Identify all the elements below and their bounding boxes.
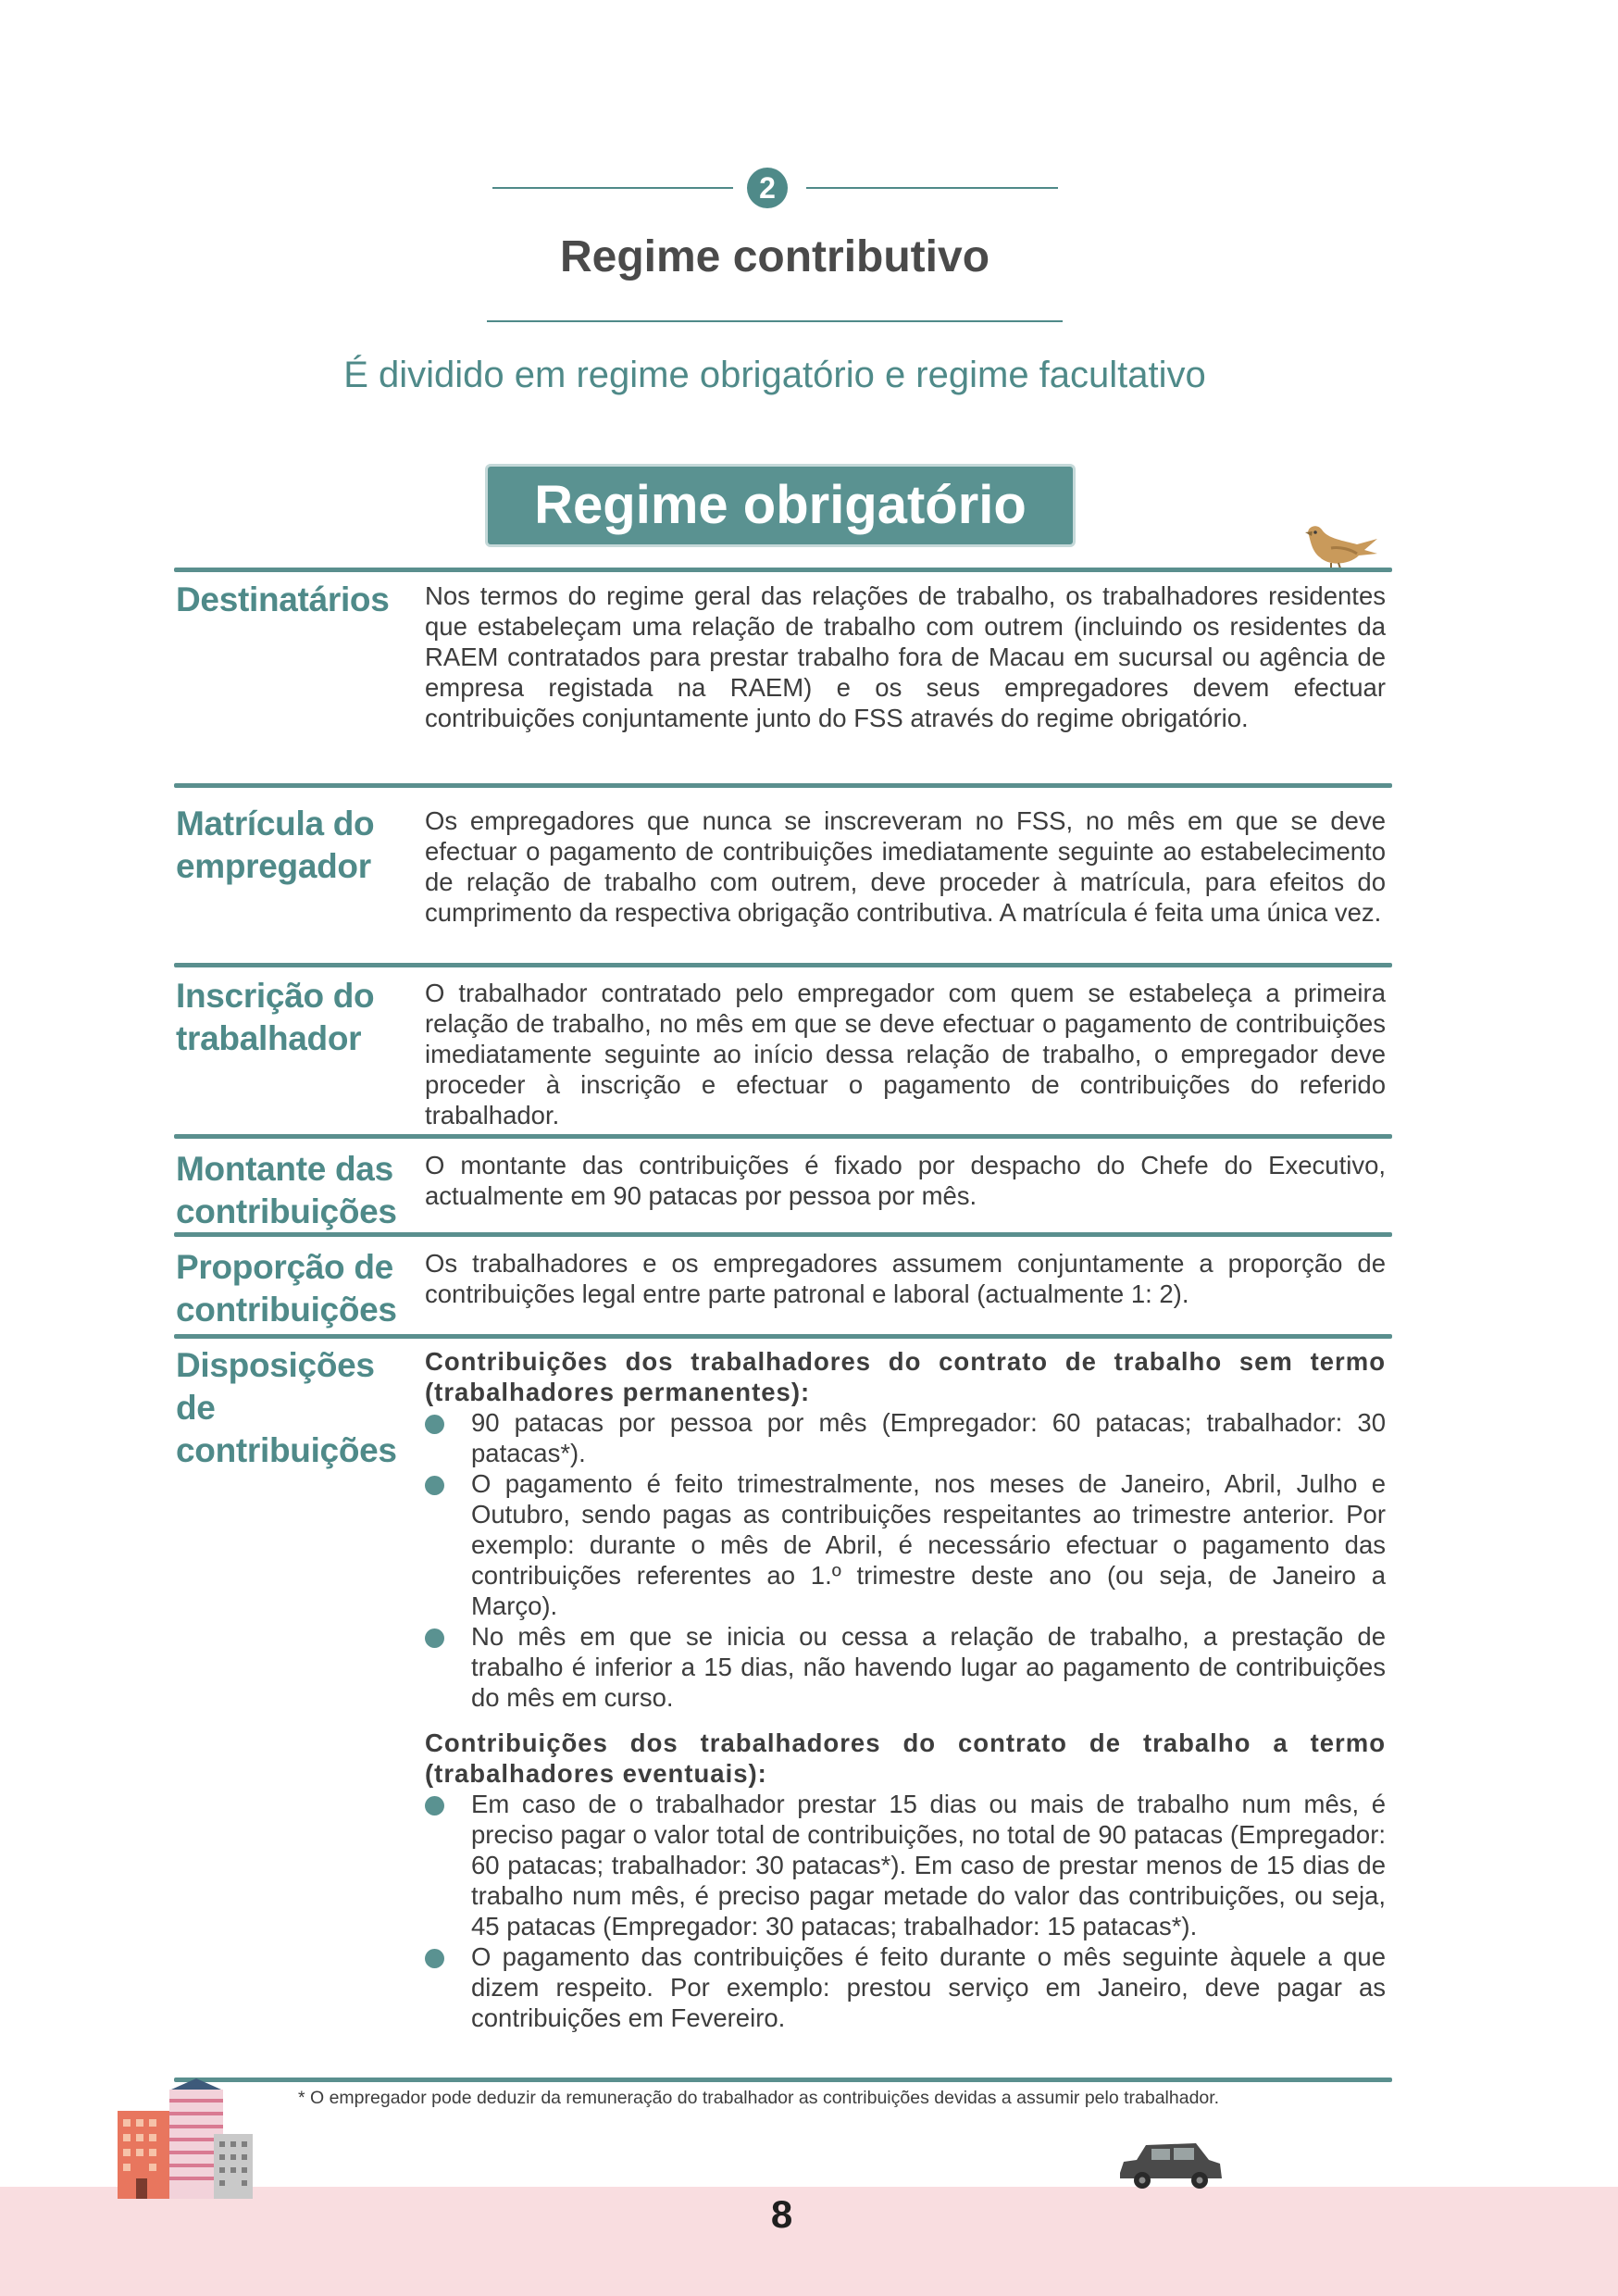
row-divider: [174, 1334, 1392, 1339]
section-number-badge: 2: [747, 168, 788, 208]
list-item: O pagamento das contribuições é feito durante o mês seguinte àquele a que dizem respeito. Por exemplo: prestou serviço em Janeiro, deve pagar as contribuições em Fevereiro.: [425, 1941, 1386, 2033]
row-body-destinatarios: Nos termos do regime geral das relações de trabalho, os trabalhadores residentes que estabeleçam uma relação de trabalho com outrem (incluindo os residentes da RAEM contratados para prestar trabalho fora de Macau em sucursal ou agência de empresa registada na RAEM) e os seus empregadores devem efectuar contribuições conjuntamente junto do FSS através do regime obrigatório.: [425, 581, 1386, 732]
row-divider: [174, 963, 1392, 967]
header-rule-left: [492, 187, 733, 189]
page-number: 8: [770, 2192, 793, 2236]
section-subtitle: É dividido em regime obrigatório e regime facultativo: [343, 355, 1206, 395]
car-icon: [1116, 2138, 1226, 2191]
row-divider-bottom: [174, 2078, 1392, 2082]
regime-banner: Regime obrigatório: [488, 467, 1073, 544]
permanent-workers-heading: Contribuições dos trabalhadores do contrato de trabalho sem termo (trabalhadores permanentes):: [425, 1347, 1386, 1406]
row-body-matricula: Os empregadores que nunca se inscreveram no FSS, no mês em que se deve efectuar o pagamento de contribuições imediatamente seguinte ao estabelecimento de relação de trabalho com outrem, deve proceder à matrícula, para efeitos do cumprimento da respectiva obrigação contributiva. A matrícula é feita uma única vez.: [425, 806, 1386, 927]
row-label-inscricao: Inscrição do trabalhador: [176, 977, 375, 1057]
row-label-destinatarios: Destinatários: [176, 580, 390, 618]
row-body-montante: O montante das contribuições é fixado por despacho do Chefe do Executivo, actualmente em 90 patacas por pessoa por mês.: [425, 1151, 1386, 1210]
header-rule-right: [806, 187, 1058, 189]
footnote: * O empregador pode deduzir da remuneração do trabalhador as contribuições devidas a assumir pelo trabalhador.: [298, 2088, 1220, 2108]
permanent-workers-list: [425, 1407, 1386, 1713]
row-label-montante: Montante das contribuições: [176, 1150, 397, 1230]
list-item: Em caso de o trabalhador prestar 15 dias ou mais de trabalho num mês, é preciso pagar o valor total de contribuições, no total de 90 patacas (Empregador: 60 patacas; trabalhador: 30 patacas*). Em caso de prestar menos de 15 dias de trabalho num mês, é preciso pagar metade do valor das contribuições, ou seja, 45 patacas (Empregador: 30 patacas; trabalhador: 15 patacas*).: [425, 1789, 1386, 1941]
row-label-proporcao: Proporção de contribuições: [176, 1248, 397, 1329]
row-divider: [174, 1232, 1392, 1237]
list-item: O pagamento é feito trimestralmente, nos meses de Janeiro, Abril, Julho e Outubro, sendo pagas as contribuições respeitantes ao trimestre anterior. Por exemplo: durante o mês de Abril, é necessário efectuar o pagamento das contribuições referentes ao 1.º trimestre deste ano (ou seja, de Janeiro a Março).: [425, 1468, 1386, 1621]
temporary-workers-list: [425, 1789, 1386, 2033]
bird-icon: [1303, 520, 1379, 568]
row-body-disposicoes: [425, 1346, 1386, 2033]
section-title: Regime contributivo: [559, 232, 990, 281]
row-label-matricula: Matrícula do empregador: [176, 805, 375, 885]
row-body-inscricao: O trabalhador contratado pelo empregador com quem se estabeleça a primeira relação de trabalho, no mês em que se deve efectuar o pagamento de contribuições imediatamente seguinte ao início dessa relação de trabalho, o empregador deve proceder à inscrição e efectuar o pagamento de contribuições do referido trabalhador.: [425, 979, 1386, 1129]
list-item: No mês em que se inicia ou cessa a relação de trabalho, a prestação de trabalho é inferior a 15 dias, não havendo lugar ao pagamento de contribuições do mês em curso.: [425, 1621, 1386, 1713]
row-divider: [174, 1134, 1392, 1139]
row-label-disposicoes: Disposições de contribuições: [176, 1346, 397, 1469]
list-item: 90 patacas por pessoa por mês (Empregador: 60 patacas; trabalhador: 30 patacas*).: [425, 1407, 1386, 1468]
row-divider: [174, 568, 1392, 572]
section-header: [0, 162, 1618, 218]
row-body-proporcao: Os trabalhadores e os empregadores assumem conjuntamente a proporção de contribuições legal entre parte patronal e laboral (actualmente 1: 2).: [425, 1249, 1386, 1308]
temporary-workers-heading: Contribuições dos trabalhadores do contrato de trabalho a termo (trabalhadores eventuais):: [425, 1728, 1386, 1788]
title-underline: [487, 320, 1063, 322]
row-divider: [174, 783, 1392, 788]
city-buildings-icon: [118, 2078, 256, 2199]
